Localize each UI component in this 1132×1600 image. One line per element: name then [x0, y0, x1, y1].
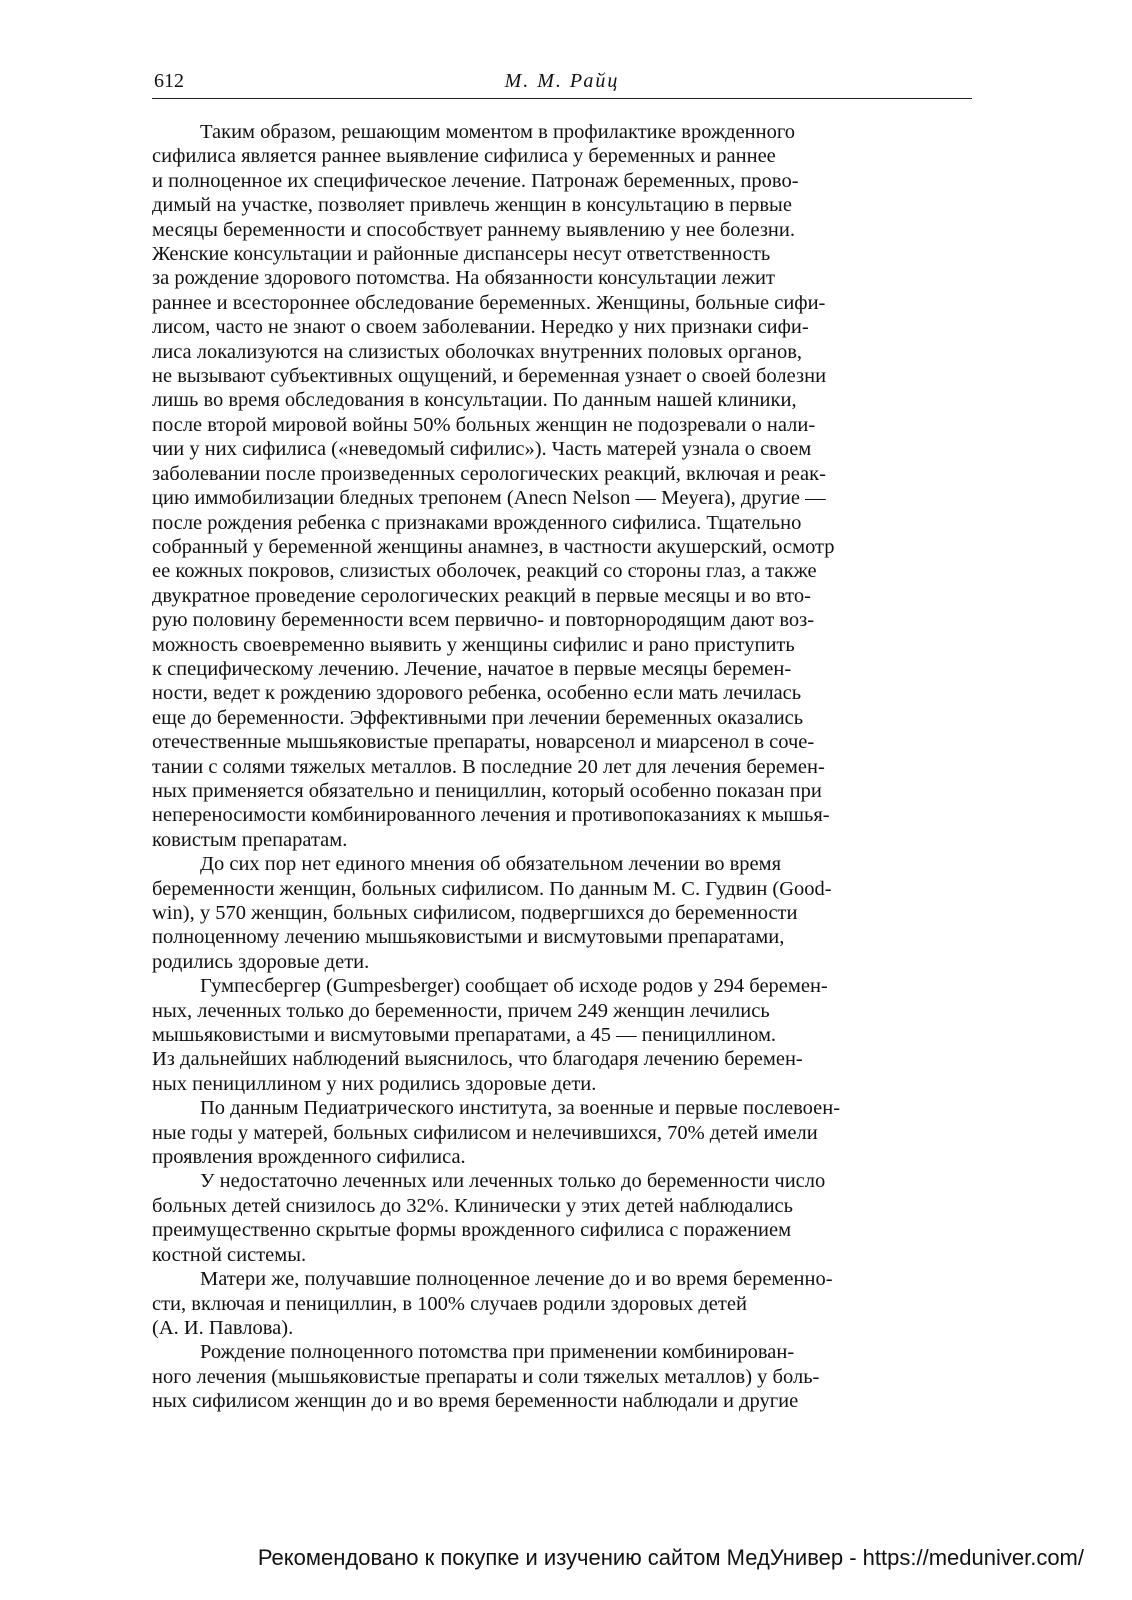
text-line: заболевании после произведенных серологических реакций, включая и реак- — [152, 462, 826, 485]
text-line: к специфическому лечению. Лечение, начатое в первые месяцы беремен- — [152, 657, 792, 680]
text-line: собранный у беременной женщины анамнез, в частности акушерский, осмотр — [152, 535, 835, 558]
text-line: больных детей снизилось до 32%. Клинически у этих детей наблюдались — [152, 1194, 793, 1217]
text-line: непереносимости комбинированного лечения и противопоказаниях к мышья- — [152, 804, 830, 827]
text-line: после рождения ребенка с признаками врожденного сифилиса. Тщательно — [152, 511, 802, 534]
text-line: ного лечения (мышьяковистые препараты и соли тяжелых металлов) у боль- — [152, 1365, 820, 1388]
text-line: Рождение полноценного потомства при применении комбинирован- — [200, 1341, 795, 1364]
text-line: сифилиса является раннее выявление сифилиса у беременных и раннее — [152, 145, 776, 168]
page-header — [152, 68, 972, 99]
text-line: можность своевременно выявить у женщины сифилис и рано приступить — [152, 633, 795, 656]
text-line: ных применяется обязательно и пенициллин, который особенно показан при — [152, 779, 822, 802]
text-line: после второй мировой войны 50% больных женщин не подозревали о нали- — [152, 413, 816, 436]
text-line: У недостаточно леченных или леченных только до беременности число — [200, 1170, 826, 1193]
text-line: родились здоровые дети. — [152, 950, 370, 973]
text-line: Из дальнейших наблюдений выяснилось, что благодаря лечению беремен- — [152, 1048, 803, 1071]
text-line: ковистым препаратам. — [152, 828, 348, 851]
text-line: Таким образом, решающим моментом в профилактике врожденного — [200, 121, 796, 143]
paragraph-4 — [152, 1096, 974, 1169]
text-line: Гумпесбергер (Gumpesberger) сообщает об исходе родов у 294 беремен- — [200, 975, 828, 998]
paragraph-6 — [152, 1267, 974, 1340]
text-line: чии у них сифилиса («неведомый сифилис»). Часть матерей узнала о своем — [152, 438, 812, 461]
text-line: ные годы у матерей, больных сифилисом и нелечившихся, 70% детей имели — [152, 1121, 818, 1144]
text-line: костной системы. — [152, 1243, 307, 1266]
text-line: за рождение здорового потомства. На обязанности консультации лежит — [152, 267, 775, 290]
text-line: По данным Педиатрического института, за военные и первые послевоен- — [200, 1097, 841, 1120]
text-line: цию иммобилизации бледных трепонем (Anecn Nelson — Meyera), другие — — [152, 487, 826, 510]
text-line: лисом, часто не знают о своем заболевании. Нередко у них признаки сифи- — [152, 316, 809, 339]
text-line: мышьяковистыми и висмутовыми препаратами, а 45 — пенициллином. — [152, 1024, 777, 1047]
text-line: димый на участке, позволяет привлечь женщин в консультацию в первые — [152, 194, 792, 217]
paragraph-1 — [152, 120, 974, 852]
text-line: не вызывают субъективных ощущений, и беременная узнает о своей болезни — [152, 365, 827, 388]
text-line: Женские консультации и районные диспансеры несут ответственность — [152, 243, 771, 266]
text-line: (А. И. Павлова). — [152, 1316, 294, 1339]
body-text — [152, 120, 974, 1414]
text-line: лиса локализуются на слизистых оболочках внутренних половых органов, — [152, 340, 803, 363]
text-line: тании с солями тяжелых металлов. В последние 20 лет для лечения беремен- — [152, 755, 825, 778]
text-line: полноценному лечению мышьяковистыми и висмутовыми препаратами, — [152, 926, 785, 949]
paragraph-2 — [152, 852, 974, 974]
text-line: Матери же, получавшие полноценное лечение до и во время беременно- — [200, 1268, 833, 1291]
running-head-author: М. М. Райц — [504, 70, 620, 92]
text-line: отечественные мышьяковистые препараты, новарсенол и миарсенол в соче- — [152, 731, 815, 754]
text-line: win), у 570 женщин, больных сифилисом, подвергшихся до беременности — [152, 902, 798, 924]
text-line: месяцы беременности и способствует раннему выявлению у нее болезни. — [152, 218, 795, 241]
text-line: рую половину беременности всем первично- и повторнородящим дают воз- — [152, 609, 815, 632]
text-line: и полноценное их специфическое лечение. Патронаж беременных, прово- — [152, 169, 799, 192]
text-line: ных сифилисом женщин до и во время беременности наблюдали и другие — [152, 1390, 799, 1413]
text-line: проявления врожденного сифилиса. — [152, 1146, 466, 1169]
text-line: сти, включая и пенициллин, в 100% случаев родили здоровых детей — [152, 1292, 747, 1315]
text-line: ее кожных покровов, слизистых оболочек, реакций со стороны глаз, а также — [152, 560, 817, 583]
text-line: беременности женщин, больных сифилисом. По данным М. С. Гудвин (Good- — [152, 877, 832, 900]
text-line: еще до беременности. Эффективными при лечении беременных оказались — [152, 706, 804, 729]
page-number: 612 — [154, 70, 184, 92]
text-line: ности, ведет к рождению здорового ребенка, особенно если мать лечилась — [152, 682, 802, 705]
text-line: преимущественно скрытые формы врожденного сифилиса с поражением — [152, 1219, 792, 1242]
text-line: ных, леченных только до беременности, причем 249 женщин лечились — [152, 999, 770, 1022]
recommendation-footer: Рекомендовано к покупке и изучению сайтом МедУнивер - https://meduniver.com/ — [257, 1545, 1084, 1570]
text-line: ных пенициллином у них родились здоровые дети. — [152, 1072, 597, 1095]
text-line: двукратное проведение серологических реакций в первые месяцы и во вто- — [152, 584, 811, 607]
text-line: лишь во время обследования в консультации. По данным нашей клиники, — [152, 389, 797, 412]
paragraph-5 — [152, 1169, 974, 1267]
text-line: раннее и всестороннее обследование беременных. Женщины, больные сифи- — [152, 291, 826, 314]
paragraph-7 — [152, 1340, 974, 1413]
text-line: До сих пор нет единого мнения об обязательном лечении во время — [200, 853, 782, 876]
paragraph-3 — [152, 974, 974, 1096]
